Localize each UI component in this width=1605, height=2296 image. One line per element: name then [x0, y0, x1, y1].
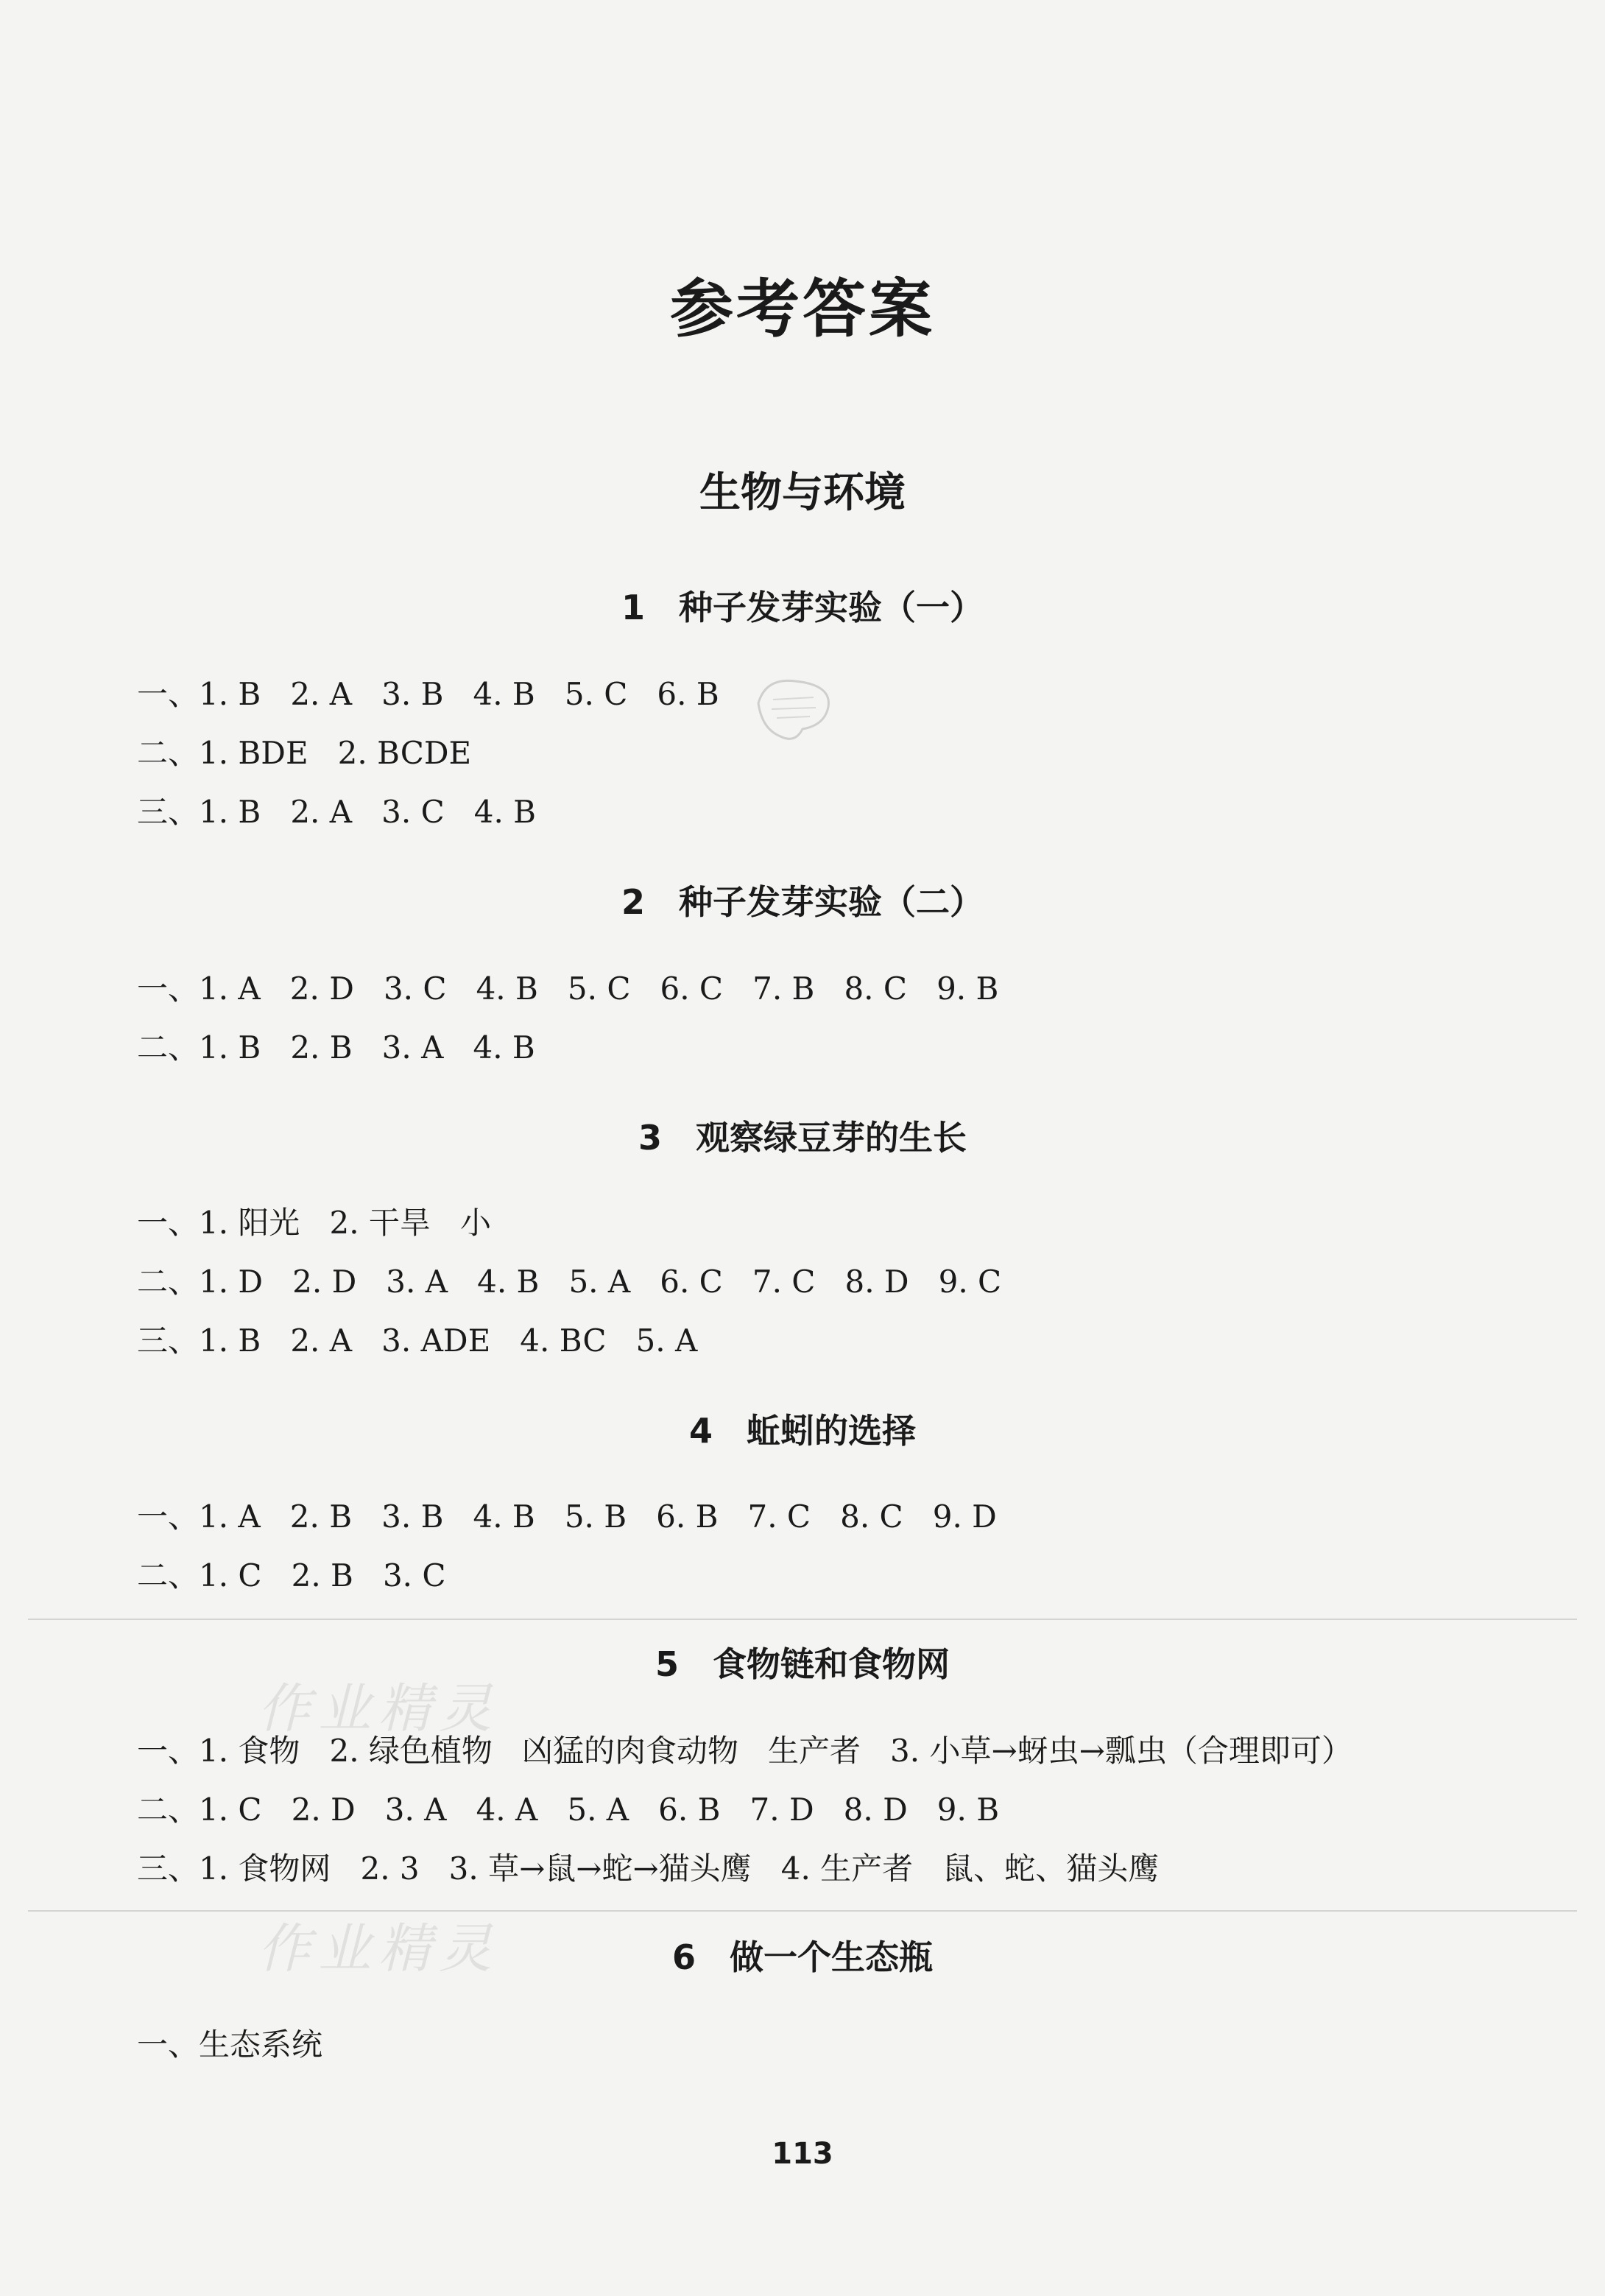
section-name: 种子发芽实验（二）	[679, 882, 984, 922]
section-3	[0, 1116, 1605, 1160]
watermark: 作业精灵	[258, 1677, 500, 1739]
answer-line: 二、1. C 2. B 3. C	[137, 1557, 446, 1594]
section-number: 3	[638, 1118, 662, 1158]
answer-line: 一、生态系统	[137, 2026, 323, 2063]
section-name: 种子发芽实验（一）	[679, 588, 984, 627]
answer-line: 一、1. A 2. D 3. C 4. B 5. C 6. C 7. B 8. C 9. B	[137, 971, 999, 1007]
section-5	[0, 1642, 1605, 1686]
stamp-icon	[751, 674, 839, 747]
section-4	[0, 1409, 1605, 1453]
section-heading	[0, 1409, 1605, 1453]
section-6	[0, 1935, 1605, 1979]
section-number: 5	[655, 1644, 679, 1684]
answer-line: 一、1. B 2. A 3. B 4. B 5. C 6. B	[137, 676, 719, 712]
answer-line: 二、1. C 2. D 3. A 4. A 5. A 6. B 7. D 8. D 9. B	[137, 1792, 1000, 1828]
page-title: 参考答案	[670, 272, 935, 346]
page-number: 113	[772, 2137, 833, 2171]
part-title: 生物与环境	[699, 468, 906, 517]
section-number: 1	[621, 588, 645, 627]
section-number: 4	[688, 1411, 713, 1451]
section-name: 蚯蚓的选择	[747, 1411, 916, 1451]
answer-line: 二、1. B 2. B 3. A 4. B	[137, 1029, 535, 1066]
section-name: 观察绿豆芽的生长	[696, 1118, 967, 1158]
section-heading	[0, 1935, 1605, 1979]
answer-line: 一、1. 食物 2. 绿色植物 凶猛的肉食动物 生产者 3. 小草→蚜虫→瓢虫（合理即可）	[137, 1733, 1352, 1769]
answer-line: 三、1. B 2. A 3. ADE 4. BC 5. A	[137, 1323, 698, 1359]
section-1	[0, 585, 1605, 630]
section-number: 6	[671, 1937, 696, 1977]
section-heading	[0, 585, 1605, 630]
answer-line: 三、1. 食物网 2. 3 3. 草→鼠→蛇→猫头鹰 4. 生产者 鼠、蛇、猫头鹰	[137, 1850, 1160, 1887]
watermark: 作业精灵	[258, 1918, 500, 1979]
answer-line: 二、1. BDE 2. BCDE	[137, 735, 472, 771]
answer-line: 二、1. D 2. D 3. A 4. B 5. A 6. C 7. C 8. D 9. C	[137, 1264, 1002, 1300]
section-number: 2	[621, 882, 645, 922]
section-heading	[0, 1642, 1605, 1686]
section-name: 食物链和食物网	[713, 1644, 950, 1684]
section-2	[0, 880, 1605, 924]
section-heading	[0, 1116, 1605, 1160]
fold-line	[28, 1619, 1577, 1620]
section-heading	[0, 880, 1605, 924]
answer-line: 一、1. 阳光 2. 干旱 小	[137, 1205, 491, 1241]
answer-line: 三、1. B 2. A 3. C 4. B	[137, 794, 537, 830]
answer-line: 一、1. A 2. B 3. B 4. B 5. B 6. B 7. C 8. C 9. D	[137, 1499, 997, 1535]
section-name: 做一个生态瓶	[730, 1937, 933, 1977]
